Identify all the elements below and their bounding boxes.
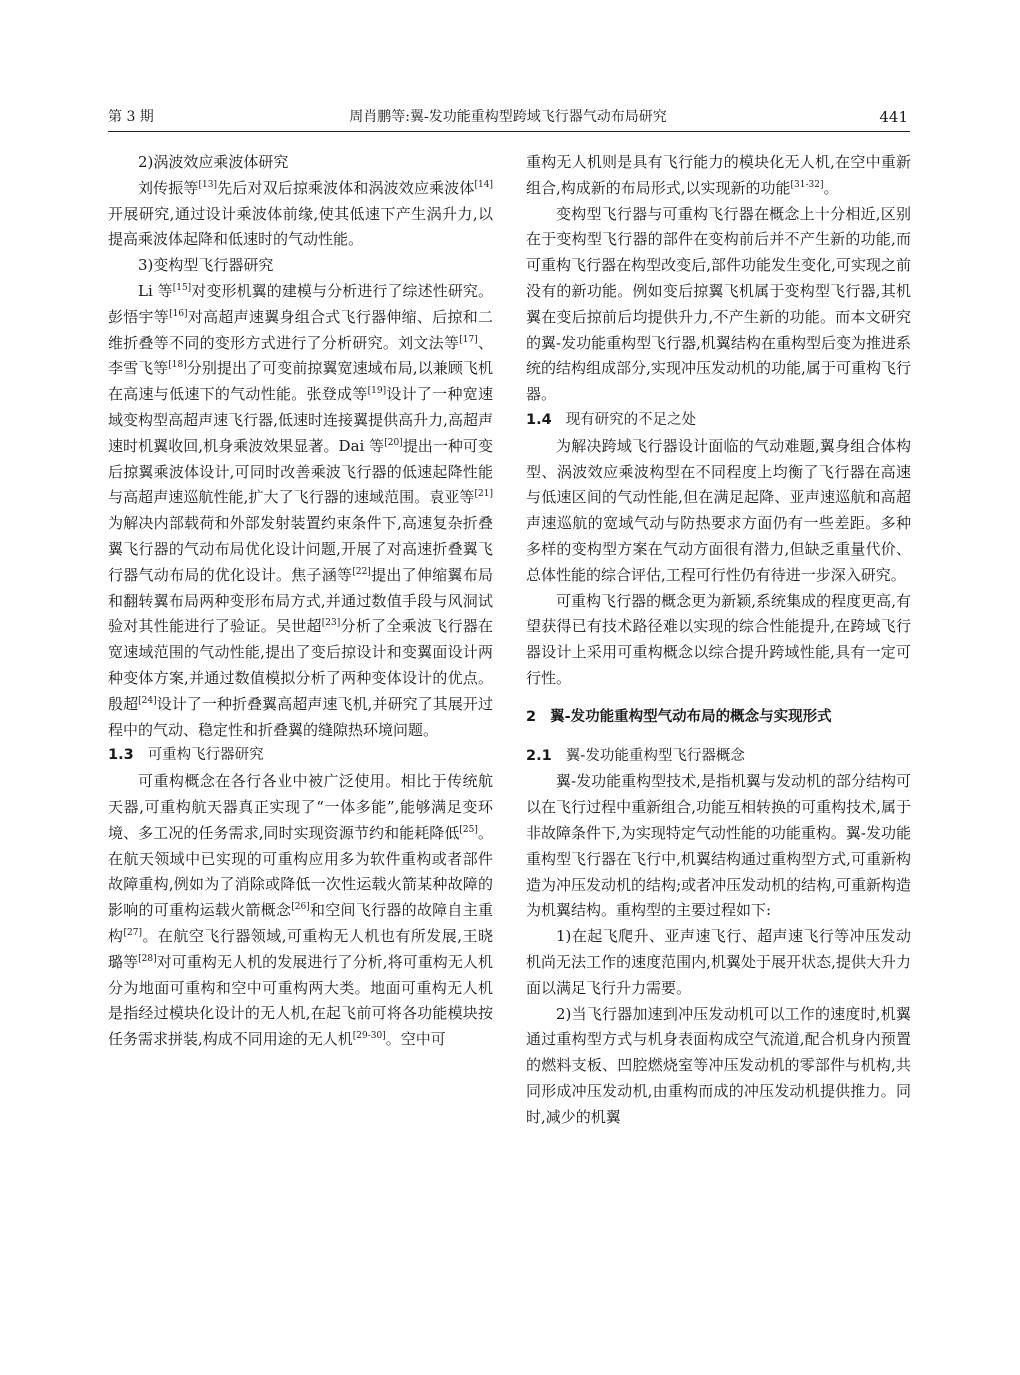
issue-label: 第 3 期 <box>108 109 154 125</box>
subheading-vortex-waverider: 2)涡波效应乘波体研究 <box>138 153 289 171</box>
section-number: 2.1 <box>526 747 552 764</box>
citation-23: [23] <box>321 618 341 629</box>
section-heading-1-4 <box>526 408 911 434</box>
paragraph-concept-definition: 翼-发功能重构型技术,是指机翼与发动机的部分结构可以在飞行过程中重新组合,功能互相转换的可重构技术,属于非故障条件下,为实现特定气动性能的功能重构。翼-发功能重构型飞行器在飞行中,机翼结构通过重构型方式,可重新构造为冲压发动机的结构;或者冲压发动机的结构,可重新构造为机翼结构。重构型的主要过程如下: <box>526 772 911 920</box>
section-title: 翼-发功能重构型气动布局的概念与实现形式 <box>550 708 832 725</box>
citation-21: [21] <box>474 489 493 500</box>
citation-19: [19] <box>367 386 387 397</box>
citation-26: [26] <box>291 902 310 913</box>
section-number: 2 <box>526 708 537 725</box>
paragraph-reconfigurable: 可重构概念在各行各业中被广泛使用。相比于传统航天器,可重构航天器真正实现了“一体多能”,能够满足变环境、多工况的任务需求,同时实现资源节约和能耗降低[25]。在航天领域中已实现的可重构应用多为软件重构或者部件故障重构,例如为了消除或降低一次性运载火箭某种故障的影响的可重构运载火箭概念[26]和空间飞行器的故障自主重构[27]。在航空飞行器领域,可重构无人机也有所发展,王晓璐等[28]对可重构无人机的发展进行了分析,将可重构无人机分为地面可重构和空中可重构两大类。地面可重构无人机是指经过模块化设计的无人机,在起飞前可将各功能模块按任务需求拼装,构成不同用途的无人机[29-30]。空中可 <box>108 772 493 1049</box>
citation-15: [15] <box>172 282 192 293</box>
citation-22: [22] <box>352 566 371 577</box>
running-title: 周肖鹏等:翼-发功能重构型跨域飞行器气动布局研究 <box>349 109 667 125</box>
paragraph-step-1: 1)在起飞爬升、亚声速飞行、超声速飞行等冲压发动机尚无法工作的速度范围内,机翼处于展开状态,提供大升力面以满足飞行升力需要。 <box>526 927 911 997</box>
paragraph-feasibility: 可重构飞行器的概念更为新颖,系统集成的程度更高,有望获得已有技术路径难以实现的综合性能提升,在跨域飞行器设计上采用可重构概念以综合提升跨域性能,具有一定可行性。 <box>526 591 911 687</box>
citation-18: [18] <box>168 360 187 371</box>
citation-20: [20] <box>384 437 403 448</box>
running-header <box>108 104 908 130</box>
section-heading-2 <box>526 705 911 731</box>
citation-28: [28] <box>138 953 157 964</box>
left-column <box>108 150 493 1053</box>
header-rule <box>108 131 910 132</box>
section-heading-1-3 <box>108 743 493 769</box>
citation-14: [14] <box>474 179 493 190</box>
citation-17: [17] <box>459 334 478 345</box>
paragraph-shortcomings: 为解决跨域飞行器设计面临的气动难题,翼身组合体构型、涡波效应乘波构型在不同程度上均衡了飞行器在高速与低速区间的气动性能,但在满足起降、亚声速巡航和高超声速巡航的宽域气动与防热要求方面仍有一些差距。多种多样的变构型方案在气动方面很有潜力,但缺乏重量代价、总体性能的综合评估,工程可行性仍有待进一步深入研究。 <box>526 436 911 584</box>
citation-24: [24] <box>138 695 157 706</box>
section-number: 1.3 <box>108 747 134 764</box>
paragraph-morphing-vs-reconfigurable: 变构型飞行器与可重构飞行器在概念上十分相近,区别在于变构型飞行器的部件在变构前后并不产生新的功能,而可重构飞行器在构型改变后,部件功能发生变化,可实现之前没有的新功能。例如变后掠翼飞机属于变构型飞行器,其机翼在变后掠前后均提供升力,不产生新的功能。而本文研究的翼-发功能重构型飞行器,机翼结构在重构型后变为推进系统的结构组成部分,实现冲压发动机的功能,属于可重构飞行器。 <box>526 204 911 404</box>
citation-25: [25] <box>459 824 478 835</box>
section-title: 现有研究的不足之处 <box>565 411 697 428</box>
paragraph-continuation: 重构无人机则是具有飞行能力的模块化无人机,在空中重新组合,构成新的布局形式,以实现新的功能[31-32]。 <box>526 153 911 197</box>
citation-16: [16] <box>169 308 188 319</box>
citation-31-32: [31-32] <box>790 179 824 190</box>
section-number: 1.4 <box>526 411 552 428</box>
subheading-morphing-aircraft: 3)变构型飞行器研究 <box>138 256 274 275</box>
section-title: 翼-发功能重构型飞行器概念 <box>565 747 745 764</box>
paragraph-step-2: 2)当飞行器加速到冲压发动机可以工作的速度时,机翼通过重构型方式与机身表面构成空气流道,配合机身内预置的燃料支板、凹腔燃烧室等冲压发动机的零部件与机构,共同形成冲压发动机,由重构而成的冲压发动机提供推力。同时,减少的机翼 <box>526 1004 911 1126</box>
section-heading-2-1 <box>526 744 911 770</box>
page-number: 441 <box>879 108 908 126</box>
right-column <box>526 150 911 1130</box>
paragraph-vortex-waverider: 刘传振等[13]先后对双后掠乘波体和涡波效应乘波体[14]开展研究,通过设计乘波体前缘,使其低速下产生涡升力,以提高乘波体起降和低速时的气动性能。 <box>108 178 493 249</box>
section-title: 可重构飞行器研究 <box>147 747 264 764</box>
citation-13: [13] <box>198 179 218 190</box>
citation-27: [27] <box>123 927 142 938</box>
paragraph-morphing-aircraft: Li 等[15]对变形机翼的建模与分析进行了综述性研究。彭悟宇等[16]对高超声速翼身组合式飞行器伸缩、后掠和二维折叠等不同的变形方式进行了分析研究。刘文法等[17]、李雪飞等[18]分别提出了可变前掠翼宽速域布局,以兼顾飞机在高速与低速下的气动性能。张登成等[19]设计了一种宽速域变构型高超声速飞行器,低速时连接翼提供高升力,高超声速时机翼收回,机身乘波效果显著。Dai 等[20]提出一种可变后掠翼乘波体设计,可同时改善乘波飞行器的低速起降性能与高超声速巡航性能,扩大了飞行器的速域范围。袁亚等[21]为解决内部载荷和外部发射装置约束条件下,高速复杂折叠翼飞行器的气动布局优化设计问题,开展了对高速折叠翼飞行器气动布局的优化设计。焦子涵等[22]提出了伸缩翼布局和翻转翼布局两种变形布局方式,并通过数值手段与风洞试验对其性能进行了验证。吴世超[23]分析了全乘波飞行器在宽速域范围的气动性能,提出了变后掠设计和变翼面设计两种变体方案,并通过数值模拟分析了两种变体设计的优点。殷超[24]设计了一种折叠翼高超声速飞机,并研究了其展开过程中的气动、稳定性和折叠翼的缝隙热环境问题。 <box>108 281 493 739</box>
citation-29-30: [29-30] <box>352 1031 386 1042</box>
